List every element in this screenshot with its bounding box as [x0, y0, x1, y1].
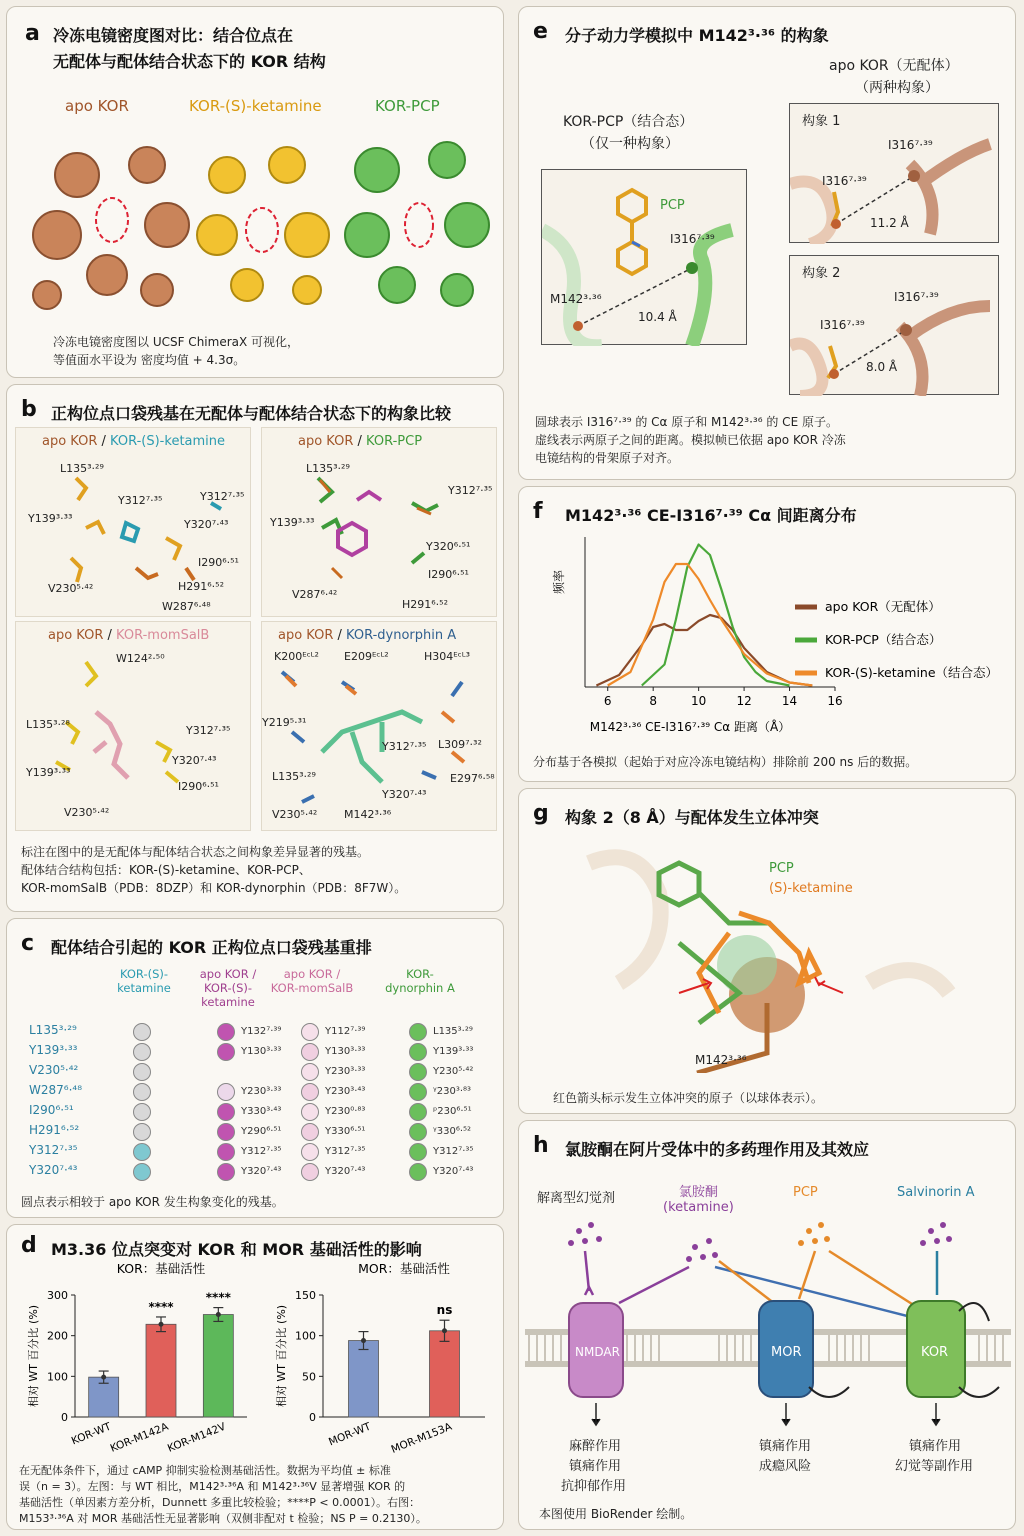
residue-dot	[133, 1163, 151, 1181]
quad-title-apo: apo KOR	[278, 628, 334, 643]
panel-caption	[19, 1463, 427, 1527]
conformation-2-box	[789, 255, 999, 395]
ligand-atom-sphere	[717, 935, 777, 995]
right-title-line1: apo KOR（无配体）	[829, 58, 959, 74]
residue-label: Y139³·³³	[28, 512, 73, 525]
residue-label: Y312⁷·³⁵	[200, 490, 245, 503]
panel-a	[6, 6, 504, 378]
panel-e	[518, 6, 1016, 480]
y-tick-label: 50	[302, 1370, 316, 1384]
bar	[430, 1331, 460, 1417]
caption-line: 配体结合结构包括：KOR-(S)-ketamine、KOR-PCP、	[21, 863, 311, 877]
panel-caption: 本图使用 BioRender 绘制。	[539, 1507, 693, 1521]
residue-label: I290⁶·⁵¹	[428, 568, 469, 581]
row-residue-label: Y139³·³³	[29, 1043, 78, 1057]
ketamine-site	[246, 208, 278, 252]
legend-label: apo KOR（无配体）	[825, 599, 941, 614]
x-tick-label: KOR-M142A	[108, 1420, 171, 1455]
quad-title-apo: apo KOR	[42, 434, 98, 449]
apo-density	[33, 147, 189, 309]
residue-label: I290⁶·⁵¹	[178, 780, 219, 793]
right-title-line2: （两种构象）	[855, 80, 939, 96]
dot-residue-label: Y330⁶·⁵¹	[325, 1126, 366, 1137]
bar	[349, 1341, 379, 1417]
left-title-line2: （仅一种构象）	[581, 136, 679, 152]
residue-dot	[133, 1023, 151, 1041]
residue-label: I290⁶·⁵¹	[198, 556, 239, 569]
row-residue-label: W287⁶·⁴⁸	[29, 1083, 83, 1097]
ligand-ketamine-label: 氯胺酮 (ketamine)	[663, 1185, 734, 1215]
x-tick-label: 6	[603, 694, 612, 708]
series-line	[608, 564, 813, 686]
residue-label: Y320⁶·⁵¹	[426, 540, 471, 553]
residue-dot	[217, 1063, 235, 1081]
residue-dot	[409, 1123, 427, 1141]
panel-label: b	[21, 397, 37, 422]
panel-title: M142³·³⁶ CE-I316⁷·³⁹ Cα 间距离分布	[565, 506, 857, 525]
panel-title: 配体结合引起的 KOR 正构位点口袋残基重排	[51, 938, 372, 957]
dot-residue-label: Y320⁷·⁴³	[433, 1166, 474, 1177]
panel-caption: 红色箭头标示发生立体冲突的原子（以球体表示）。	[553, 1091, 824, 1105]
panel-caption	[53, 333, 299, 369]
dot-residue-label: Y130³·³³	[325, 1046, 366, 1057]
quad-pcp	[261, 427, 497, 617]
quad-title-sep: /	[103, 628, 117, 643]
dot-residue-label: ᵖ230⁶·⁵¹	[433, 1106, 472, 1117]
residue-dot	[217, 1023, 235, 1041]
significance-label: ****	[205, 1290, 231, 1305]
caption-line: KOR-momSalB（PDB：8DZP）和 KOR-dynorphin（PDB：8F7W）。	[21, 881, 407, 895]
y-tick-label: 0	[61, 1411, 68, 1424]
residue-label: L135³·²⁹	[306, 462, 350, 475]
mor-basal-activity-chart	[265, 1259, 495, 1463]
y-axis-label: 相对 WT 百分比 (%)	[275, 1304, 288, 1408]
data-point	[361, 1338, 366, 1343]
dot-residue-label: Y320⁷·⁴³	[241, 1166, 282, 1177]
residue-dot	[409, 1083, 427, 1101]
significance-label: ns	[436, 1303, 453, 1318]
caption-line: 等值面水平设为 密度均值 + 4.3σ。	[53, 353, 246, 367]
y-tick-label: 300	[47, 1289, 68, 1302]
dot-residue-label: Y312⁷·³⁵	[325, 1146, 366, 1157]
x-tick-label: MOR-M153A	[389, 1420, 454, 1456]
residue-dot	[301, 1103, 319, 1121]
dot-residue-label: Y139³·³³	[433, 1046, 474, 1057]
residue-dot	[217, 1123, 235, 1141]
panel-b	[6, 384, 504, 912]
quad-title-apo: apo KOR	[48, 628, 104, 643]
panel-label: a	[25, 21, 40, 46]
residue-label: Y312⁷·³⁵	[448, 484, 493, 497]
residue-dot	[217, 1143, 235, 1161]
y-axis-label: 相对 WT 百分比 (%)	[27, 1304, 40, 1408]
kor-effect: 镇痛作用	[909, 1439, 962, 1454]
caption-line: 冷冻电镜密度图以 UCSF ChimeraX 可视化，	[53, 335, 300, 349]
quad-title-sep: /	[353, 434, 367, 449]
series-line	[596, 615, 812, 686]
residue-label: L135³·²⁹	[272, 770, 316, 783]
mor-label: MOR	[771, 1345, 802, 1360]
residue-dot	[301, 1023, 319, 1041]
residue-dot	[217, 1083, 235, 1101]
y-tick-label: 0	[309, 1411, 316, 1424]
panel-caption: 圆点表示相较于 apo KOR 发生构象变化的残基。	[21, 1195, 284, 1209]
column-header: apo KOR / KOR-momSalB	[270, 967, 354, 995]
dot-residue-label: ᵞ230³·⁸³	[433, 1086, 472, 1097]
caption-line: 在无配体条件下，通过 cAMP 抑制实验检测基础活性。数据为平均值 ± 标准	[19, 1464, 391, 1477]
y-axis-label: 频率	[552, 569, 566, 595]
panel-title-line2: 无配体与配体结合状态下的 KOR 结构	[53, 52, 326, 71]
residue-label: V230⁵·⁴²	[64, 806, 110, 819]
y-tick-label: 100	[295, 1329, 316, 1343]
dot-residue-label: Y132⁷·³⁹	[241, 1026, 282, 1037]
residue-label: W287⁶·⁴⁸	[162, 600, 211, 613]
i316-label-b: I316⁷·³⁹	[888, 138, 933, 152]
dot-residue-label: Y312⁷·³⁵	[433, 1146, 474, 1157]
panel-label: g	[533, 801, 549, 826]
residue-label: L135³·²⁸	[26, 718, 70, 731]
residue-dot	[301, 1083, 319, 1101]
residue-label: Y320⁷·⁴³	[184, 518, 229, 531]
quad-title-sep: /	[333, 628, 347, 643]
residue-dot	[409, 1043, 427, 1061]
y-tick-label: 100	[47, 1370, 68, 1384]
x-tick-label: MOR-WT	[326, 1420, 373, 1449]
panel-caption	[535, 413, 846, 467]
conformation-1-title: 构象 1	[802, 114, 841, 129]
residue-dot	[217, 1163, 235, 1181]
mor-effect: 镇痛作用	[759, 1439, 812, 1454]
y-tick-label: 150	[295, 1289, 316, 1302]
distance-label: 8.0 Å	[866, 360, 898, 374]
residue-label: M142³·³⁶	[344, 808, 392, 821]
nmdar-effect: 镇痛作用	[569, 1459, 622, 1474]
row-residue-label: L135³·²⁹	[29, 1023, 77, 1037]
dot-residue-label: Y230³·⁴³	[325, 1086, 366, 1097]
dot-residue-label: Y130³·³³	[241, 1046, 282, 1057]
x-tick-label: 8	[649, 694, 658, 708]
caption-line: 圆球表示 I316⁷·³⁹ 的 Cα 原子和 M142³·³⁶ 的 CE 原子。	[535, 415, 838, 429]
quad-dynorphin	[261, 621, 497, 831]
residue-label: Y312⁷·³⁵	[186, 724, 231, 737]
dot-residue-label: Y312⁷·³⁵	[241, 1146, 282, 1157]
data-point	[216, 1312, 221, 1317]
dot-residue-label: Y230³·³³	[241, 1086, 282, 1097]
chart-title: MOR：基础活性	[358, 1261, 450, 1276]
x-tick-label: 16	[827, 694, 843, 708]
column-header: apo KOR / KOR-(S)- ketamine	[199, 967, 257, 1009]
residue-label: Y312⁷·³⁵	[118, 494, 163, 507]
i316-label-b: I316⁷·³⁹	[894, 290, 939, 304]
conformation-2-title: 构象 2	[802, 266, 841, 281]
x-tick-label: 14	[781, 694, 798, 708]
structure-label-ketamine: KOR-(S)-ketamine	[189, 97, 322, 115]
residue-dot	[133, 1043, 151, 1061]
dot-residue-label: Y230³·³³	[325, 1066, 366, 1077]
pcp-label: PCP	[769, 861, 794, 876]
residue-dot	[301, 1163, 319, 1181]
panel-label: h	[533, 1133, 549, 1158]
panel-h	[518, 1120, 1016, 1530]
panel-label: f	[533, 499, 543, 524]
panel-g	[518, 788, 1016, 1114]
m142-label: M142³·³⁶	[550, 292, 602, 306]
x-tick-label: KOR-WT	[69, 1420, 113, 1448]
dot-residue-label: Y230⁰·⁸³	[325, 1106, 366, 1117]
quad-title-ligand: KOR-(S)-ketamine	[110, 434, 226, 449]
residue-dot	[133, 1103, 151, 1121]
x-tick-label: 10	[690, 694, 707, 708]
residue-dot	[133, 1143, 151, 1161]
panel-caption	[21, 843, 406, 897]
ketamine-density	[197, 147, 329, 304]
left-title-line1: KOR-PCP（结合态）	[563, 114, 694, 130]
kor-label: KOR	[921, 1345, 949, 1360]
dot-residue-label: Y112⁷·³⁹	[325, 1026, 366, 1037]
chart-title: KOR：基础活性	[116, 1261, 206, 1276]
quad-title-ligand: KOR-dynorphin A	[346, 628, 457, 643]
row-residue-label: V230⁵·⁴²	[29, 1063, 79, 1077]
apo-site	[96, 198, 128, 242]
dot-residue-label: Y290⁶·⁵¹	[241, 1126, 282, 1137]
residue-label: V230⁵·⁴²	[272, 808, 318, 821]
structure-label-apo: apo KOR	[65, 97, 129, 115]
ligand-pcp-label: PCP	[793, 1185, 818, 1200]
panel-d	[6, 1224, 504, 1530]
series-line	[642, 545, 790, 686]
residue-label: Y312⁷·³⁵	[382, 740, 427, 753]
data-point	[159, 1322, 164, 1327]
panel-title: 构象 2（8 Å）与配体发生立体冲突	[565, 808, 819, 827]
residue-label: Y320⁷·⁴³	[382, 788, 427, 801]
caption-line: 电镜结构的骨架原子对齐。	[535, 451, 680, 465]
y-tick-label: 200	[47, 1329, 68, 1343]
i316-label-a: I316⁷·³⁹	[820, 318, 865, 332]
structure-label-pcp: KOR-PCP	[375, 97, 440, 115]
caption-line: 基础活性（单因素方差分析，Dunnett 多重比较检验；****P < 0.0001）。右图：	[19, 1496, 421, 1509]
mor-effect: 成瘾风险	[759, 1459, 812, 1474]
dot-residue-label: Y330³·⁴³	[241, 1106, 282, 1117]
panel-f	[518, 486, 1016, 782]
residue-label: H291⁶·⁵²	[402, 598, 448, 611]
residue-label: Y219⁵·³¹	[262, 716, 307, 729]
quad-title-apo: apo KOR	[298, 434, 354, 449]
bar	[146, 1324, 176, 1417]
nmdar-effect: 抗抑郁作用	[561, 1479, 627, 1494]
kor-effect: 幻觉等副作用	[895, 1459, 974, 1474]
ligand-salvinorin-label: Salvinorin A	[897, 1185, 975, 1200]
panel-c	[6, 918, 504, 1218]
quad-title-ligand: KOR-PCP	[366, 434, 423, 449]
residue-dot	[301, 1043, 319, 1061]
column-header: KOR- dynorphin A	[385, 967, 455, 995]
residue-label: Y320⁷·⁴³	[172, 754, 217, 767]
i316-label-a: I316⁷·³⁹	[822, 174, 867, 188]
dot-residue-label: Y320⁷·⁴³	[325, 1166, 366, 1177]
residue-dot	[301, 1123, 319, 1141]
panel-title: 正构位点口袋残基在无配体与配体结合状态下的构象比较	[51, 404, 452, 423]
kor-basal-activity-chart	[17, 1259, 257, 1463]
residue-label: H304ᴱᶜᴸ³	[424, 650, 470, 663]
nmdar-effect: 麻醉作用	[569, 1439, 622, 1454]
density-maps	[17, 125, 497, 325]
x-axis-label: M142³·³⁶ CE-I316⁷·³⁹ Cα 距离（Å）	[589, 720, 791, 734]
pcp-label: PCP	[660, 198, 685, 213]
residue-dot	[301, 1063, 319, 1081]
panel-title: 分子动力学模拟中 M142³·³⁶ 的构象	[565, 26, 829, 45]
residue-dot	[409, 1143, 427, 1161]
distance-label: 10.4 Å	[638, 310, 677, 324]
bar	[203, 1315, 233, 1417]
row-residue-label: H291⁶·⁵²	[29, 1123, 80, 1137]
residue-label: V287⁶·⁴²	[292, 588, 338, 601]
caption-line: 虚线表示两原子之间的距离。模拟帧已依据 apo KOR 冷冻	[535, 433, 846, 447]
row-residue-label: Y320⁷·⁴³	[29, 1163, 78, 1177]
panel-title-line1: 冷冻电镜密度图对比：结合位点在	[53, 26, 294, 45]
dot-residue-label: ᵞ330⁶·⁵²	[433, 1126, 472, 1137]
panel-label: e	[533, 19, 548, 44]
distance-label: 11.2 Å	[870, 216, 909, 230]
legend-label: KOR-(S)-ketamine（结合态）	[825, 665, 999, 680]
residue-dot	[409, 1063, 427, 1081]
residue-dot	[409, 1103, 427, 1121]
quad-ketamine	[15, 427, 251, 617]
residue-dot	[409, 1163, 427, 1181]
residue-label: K200ᴱᶜᴸ²	[274, 650, 319, 663]
legend-label: KOR-PCP（结合态）	[825, 632, 942, 647]
panel-title: M3.36 位点突变对 KOR 和 MOR 基础活性的影响	[51, 1240, 422, 1259]
residue-dot	[217, 1043, 235, 1061]
residue-dot	[133, 1123, 151, 1141]
residue-label: E209ᴱᶜᴸ²	[344, 650, 389, 663]
ketamine-label: (S)-ketamine	[769, 881, 853, 896]
panel-label: d	[21, 1233, 37, 1258]
nmdar-label: NMDAR	[575, 1345, 620, 1359]
x-tick-label: KOR-M142V	[165, 1420, 228, 1455]
caption-line: M153³·³⁶A 对 MOR 基础活性无显著影响（双侧非配对 t 检验；NS P = 0.2130）。	[19, 1512, 427, 1525]
pcp-site	[405, 203, 433, 247]
m142-label: M142³·³⁶	[695, 1053, 747, 1067]
caption-line: 误（n = 3）。左图：与 WT 相比，M142³·³⁶A 和 M142³·³⁶V 显著增强 KOR 的	[19, 1480, 406, 1493]
distance-distribution-chart	[529, 531, 1009, 741]
row-residue-label: I290⁶·⁵¹	[29, 1103, 74, 1117]
residue-dot	[409, 1023, 427, 1041]
residue-dot	[133, 1083, 151, 1101]
dot-residue-label: Y230⁵·⁴²	[433, 1066, 474, 1077]
pcp-bound-box	[541, 169, 747, 345]
significance-label: ****	[148, 1299, 174, 1314]
residue-dot	[133, 1063, 151, 1081]
residue-label: H291⁶·⁵²	[178, 580, 224, 593]
polypharmacology-diagram	[519, 1211, 1016, 1431]
conformation-1-box	[789, 103, 999, 243]
residue-dot	[301, 1143, 319, 1161]
panel-title: 氯胺酮在阿片受体中的多药理作用及其效应	[565, 1140, 870, 1159]
residue-label: V230⁵·⁴²	[48, 582, 94, 595]
residue-label: L135³·²⁹	[60, 462, 104, 475]
residue-label: Y139³·³³	[270, 516, 315, 529]
dot-residue-label: L135³·²⁹	[433, 1026, 473, 1037]
data-point	[442, 1328, 447, 1333]
ligand-dissociative-label: 解离型幻觉剂	[537, 1191, 616, 1206]
residue-label: E297⁶·⁵⁸	[450, 772, 495, 785]
residue-label: W124²·⁵⁰	[116, 652, 165, 665]
i316-label: I316⁷·³⁹	[670, 232, 715, 246]
residue-dot	[217, 1103, 235, 1121]
quad-title-ligand: KOR-momSalB	[116, 628, 210, 643]
x-tick-label: 12	[736, 694, 752, 708]
caption-line: 标注在图中的是无配体与配体结合状态之间构象差异显著的残基。	[21, 845, 370, 859]
data-point	[101, 1375, 106, 1380]
pcp-density	[345, 142, 489, 306]
panel-label: c	[21, 931, 35, 956]
residue-label: Y139³·³³	[26, 766, 71, 779]
column-header: KOR-(S)- ketamine	[117, 967, 171, 995]
residue-label: L309⁷·³²	[438, 738, 482, 751]
quad-title-sep: /	[97, 434, 111, 449]
panel-caption: 分布基于各模拟（起始于对应冷冻电镜结构）排除前 200 ns 后的数据。	[533, 755, 918, 769]
quad-momsalb	[15, 621, 251, 831]
row-residue-label: Y312⁷·³⁵	[29, 1143, 78, 1157]
